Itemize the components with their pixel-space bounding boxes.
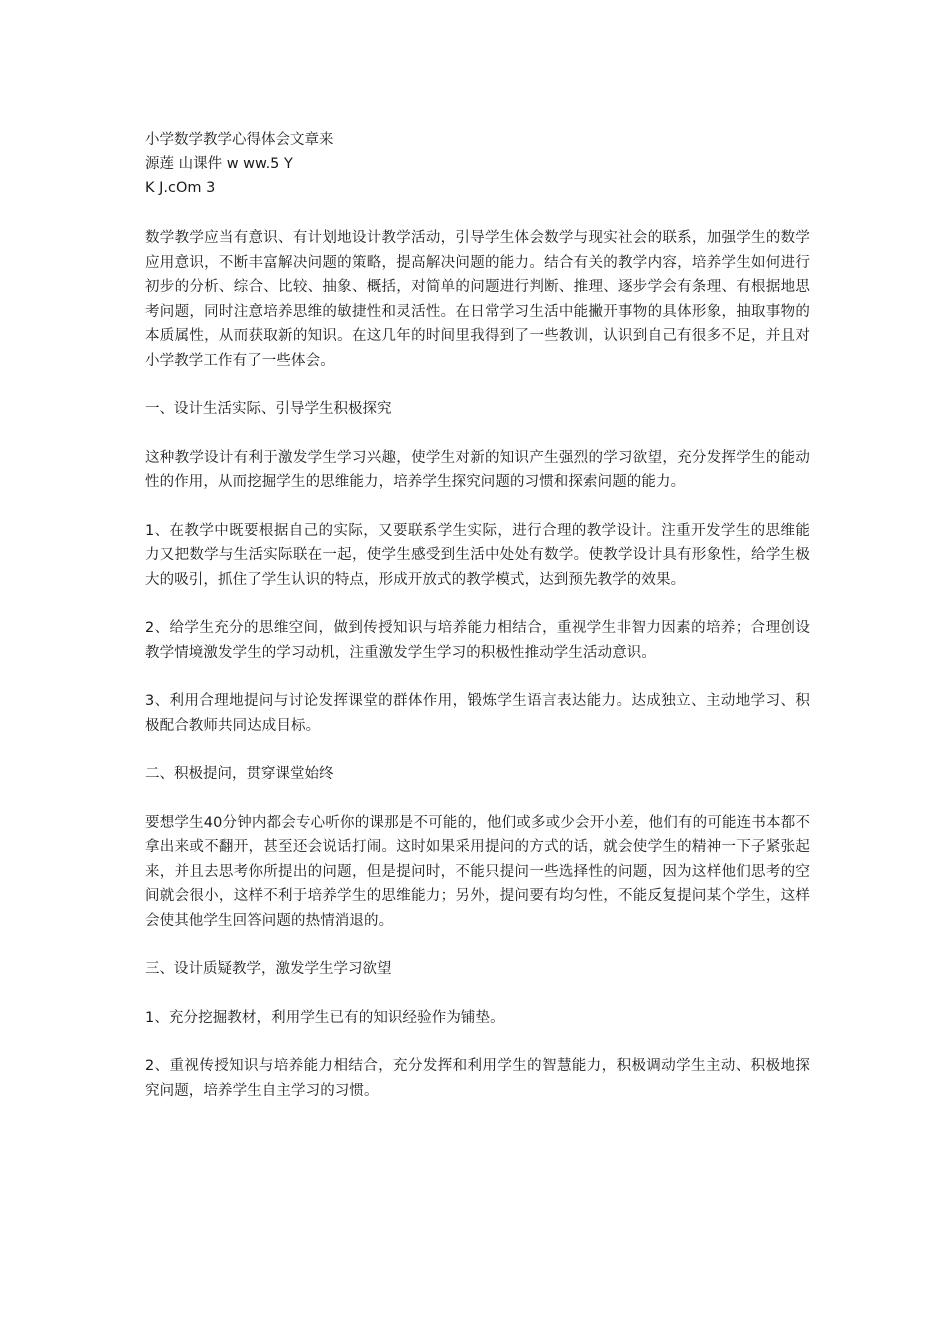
source-line-2: K J.cOm 3	[145, 180, 216, 196]
document-title: 小学数学教学心得体会文章来	[145, 132, 334, 148]
section-1-item-1: 1、在教学中既要根据自己的实际，又要联系学生实际，进行合理的教学设计。注重开发学生的思维能力又把数学与生活实际联在一起，使学生感受到生活中处处有数学。使教学设计具有形象性，给学生极大的吸引，抓住了学生认识的特点，形成开放式的教学模式，达到预先教学的效果。	[145, 522, 810, 588]
source-line: 源莲 山课件 w ww.5 Y	[145, 156, 293, 172]
section-2-paragraph: 要想学生40分钟内都会专心听你的课那是不可能的，他们或多或少会开小差，他们有的可能连书本都不拿出来或不翻开，甚至还会说话打闹。这时如果采用提问的方式的话，就会使学生的精神一下子紧张起来，并且去思考你所提出的问题，但是提问时，不能只提问一些选择性的问题，因为这样他们思考的空间就会很小，这样不利于培养学生的思维能力；另外，提问要有均匀性，不能反复提问某个学生，这样会使其他学生回答问题的热情消退的。	[145, 814, 810, 929]
section-heading-2: 二、积极提问，贯穿课堂始终	[145, 766, 334, 782]
section-1-item-2: 2、给学生充分的思维空间，做到传授知识与培养能力相结合，重视学生非智力因素的培养；合理创设教学情境激发学生的学习动机，注重激发学生学习的积极性推动学生活动意识。	[145, 620, 810, 661]
section-1-paragraph: 这种教学设计有利于激发学生学习兴趣，使学生对新的知识产生强烈的学习欲望，充分发挥学生的能动性的作用，从而挖掘学生的思维能力，培养学生探究问题的习惯和探索问题的能力。	[145, 449, 810, 490]
section-heading-1: 一、设计生活实际、引导学生积极探究	[145, 401, 392, 417]
document-page	[145, 128, 810, 1127]
section-3-item-2: 2、重视传授知识与培养能力相结合，充分发挥和利用学生的智慧能力，积极调动学生主动、积极地探究问题，培养学生自主学习的习惯。	[145, 1058, 810, 1099]
intro-paragraph: 数学教学应当有意识、有计划地设计教学活动，引导学生体会数学与现实社会的联系，加强学生的数学应用意识，不断丰富解决问题的策略，提高解决问题的能力。结合有关的教学内容，培养学生如何进行初步的分析、综合、比较、抽象、概括，对简单的问题进行判断、推理、逐步学会有条理、有根据地思考问题，同时注意培养思维的敏捷性和灵活性。在日常学习生活中能撇开事物的具体形象，抽取事物的本质属性，从而获取新的知识。在这几年的时间里我得到了一些教训，认识到自己有很多不足，并且对小学教学工作有了一些体会。	[145, 230, 810, 369]
section-3-item-1: 1、充分挖掘教材，利用学生已有的知识经验作为铺垫。	[145, 1009, 505, 1026]
section-heading-3: 三、设计质疑教学，激发学生学习欲望	[145, 961, 392, 977]
section-1-item-3: 3、利用合理地提问与讨论发挥课堂的群体作用，锻炼学生语言表达能力。达成独立、主动地学习、积极配合教师共同达成目标。	[145, 693, 810, 734]
spacer	[145, 200, 810, 226]
